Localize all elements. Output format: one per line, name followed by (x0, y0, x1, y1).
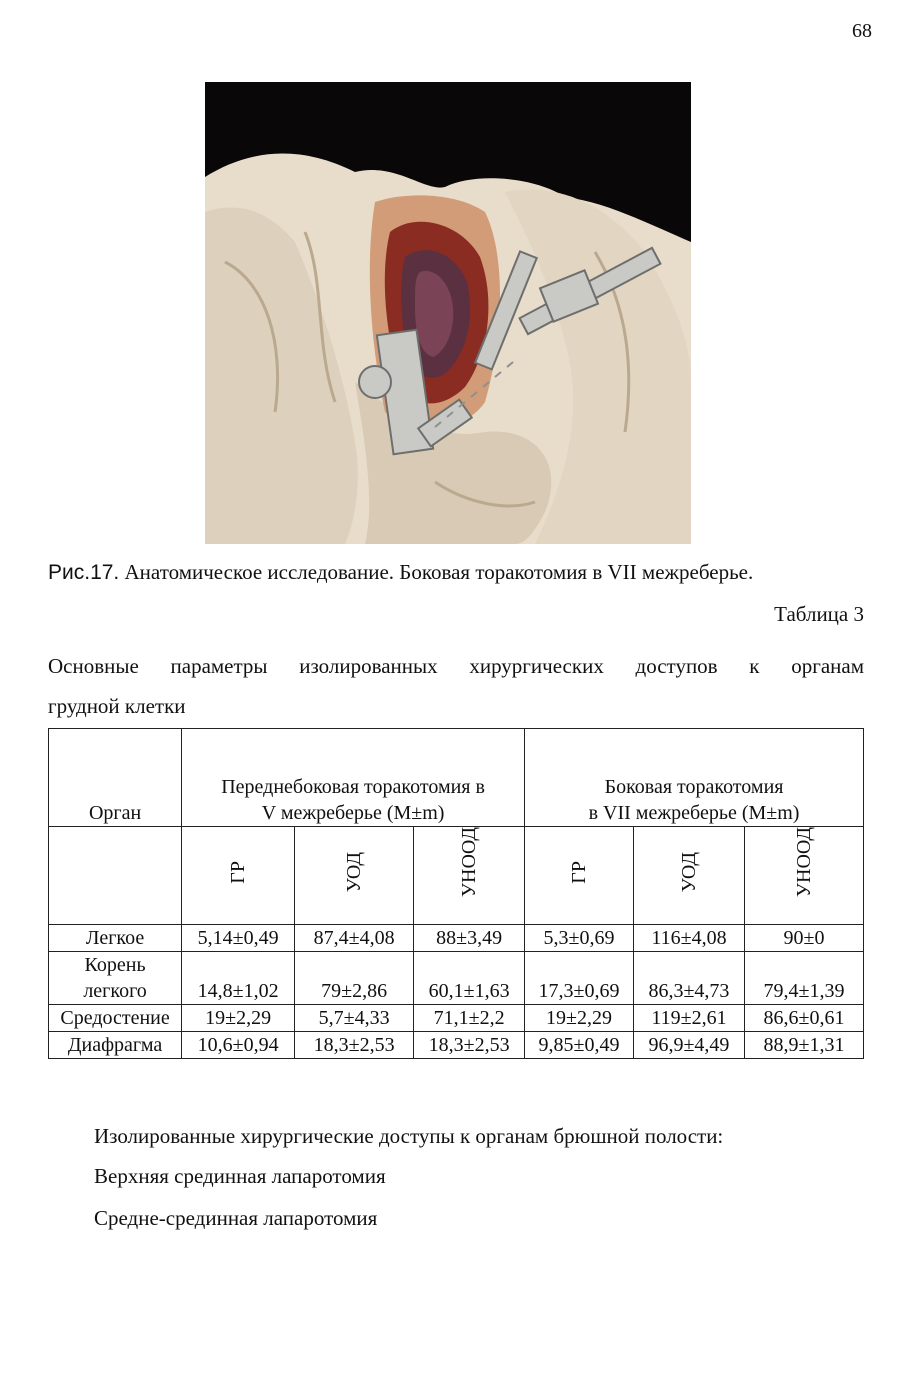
table-cell: 88±3,49 (414, 925, 525, 952)
row-organ-line2: легкого (83, 980, 147, 1002)
table-cell: 60,1±1,63 (414, 952, 525, 1005)
table-cell: 9,85±0,49 (525, 1032, 634, 1059)
subheader-uod-2: УОД (633, 827, 744, 925)
table-title-line2: грудной клетки (48, 694, 186, 718)
table-row (49, 1005, 864, 1032)
table-cell: 18,3±2,53 (295, 1032, 414, 1059)
table-cell: 14,8±1,02 (182, 952, 295, 1005)
body-list-item: Средне-срединная лапаротомия (94, 1206, 378, 1230)
page-number: 68 (852, 20, 872, 42)
group2-line2: в VII межреберье (M±m) (588, 802, 800, 824)
table-cell: 119±2,61 (633, 1005, 744, 1032)
table-cell: 71,1±2,2 (414, 1005, 525, 1032)
table-subheader-row (49, 827, 864, 925)
subheader-unood-1: УНООД (414, 827, 525, 925)
table-cell: 116±4,08 (633, 925, 744, 952)
table-cell: 10,6±0,94 (182, 1032, 295, 1059)
row-organ: Легкое (49, 925, 182, 952)
table-cell: 90±0 (744, 925, 863, 952)
table-title (48, 646, 864, 726)
table-cell: 86,6±0,61 (744, 1005, 863, 1032)
subheader-gr-1: ГР (182, 827, 295, 925)
table-cell: 19±2,29 (182, 1005, 295, 1032)
figure-caption (48, 560, 868, 585)
table-cell: 5,7±4,33 (295, 1005, 414, 1032)
group2-line1: Боковая торакотомия (604, 776, 784, 798)
table-row (49, 952, 864, 1005)
table-header-row (49, 729, 864, 827)
anatomical-photo (205, 82, 691, 544)
table-cell: 87,4±4,08 (295, 925, 414, 952)
subheader-unood-2: УНООД (744, 827, 863, 925)
table-cell: 88,9±1,31 (744, 1032, 863, 1059)
thoracotomy-illustration (205, 82, 691, 544)
table-cell: 18,3±2,53 (414, 1032, 525, 1059)
subheader-empty (49, 827, 182, 925)
body-list-item: Верхняя срединная лапаротомия (94, 1164, 386, 1188)
row-organ-line1: Корень (84, 954, 146, 976)
column-group-anterolateral (182, 729, 525, 827)
table-cell: 17,3±0,69 (525, 952, 634, 1005)
group1-line2: V межреберье (M±m) (261, 802, 445, 824)
column-group-lateral (525, 729, 864, 827)
table-row (49, 1032, 864, 1059)
group1-line1: Переднебоковая торакотомия в (221, 776, 485, 798)
row-organ: Средостение (49, 1005, 182, 1032)
table-cell: 19±2,29 (525, 1005, 634, 1032)
parameters-table (48, 728, 864, 1059)
table-cell: 86,3±4,73 (633, 952, 744, 1005)
table-label: Таблица 3 (774, 602, 864, 626)
table-row (49, 925, 864, 952)
table-cell: 5,14±0,49 (182, 925, 295, 952)
subheader-uod-1: УОД (295, 827, 414, 925)
figure-caption-text: Анатомическое исследование. Боковая торакотомия в VII межреберье. (124, 560, 754, 584)
table-cell: 96,9±4,49 (633, 1032, 744, 1059)
row-organ (49, 952, 182, 1005)
table-title-line1: Основные параметры изолированных хирургических доступов к органам (48, 654, 864, 678)
row-organ: Диафрагма (49, 1032, 182, 1059)
table-cell: 79±2,86 (295, 952, 414, 1005)
table-cell: 79,4±1,39 (744, 952, 863, 1005)
subheader-gr-2: ГР (525, 827, 634, 925)
column-header-organ: Орган (49, 729, 182, 827)
figure-caption-lead: Рис.17. (48, 561, 120, 584)
table-cell: 5,3±0,69 (525, 925, 634, 952)
body-paragraph-heading: Изолированные хирургические доступы к органам брюшной полости: (94, 1124, 724, 1148)
